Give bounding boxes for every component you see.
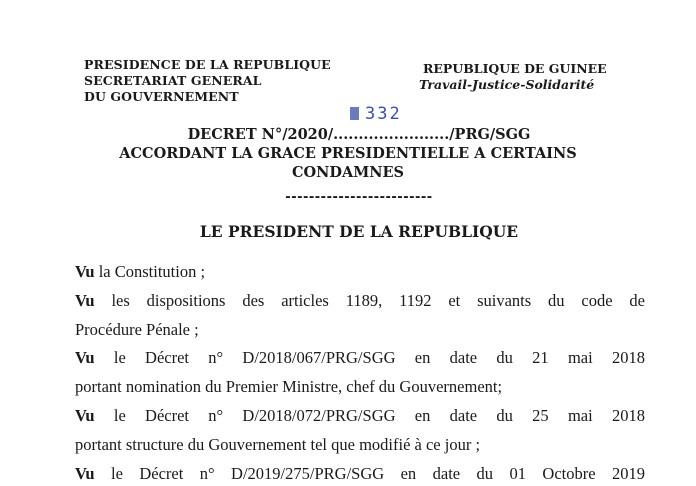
decree-number-line: DECRET N°/2020/......................./PRG/SGG xyxy=(187,126,531,143)
clause-text: la Constitution ; xyxy=(94,262,206,281)
country-name: REPUBLIQUE DE GUINEE xyxy=(423,61,607,76)
clause-text: le Décret n° D/2019/275/PRG/SGG en date du 01 Octobre 2019 xyxy=(94,463,645,483)
clause xyxy=(75,258,645,287)
authority-line-2: SECRETARIAT GENERAL xyxy=(84,73,262,88)
clause-keyword: Vu xyxy=(75,348,95,368)
decree-subject-line-2: CONDAMNES xyxy=(291,164,405,181)
stamp-number-text: 332 xyxy=(365,104,402,124)
clause-continuation: Procédure Pénale ; xyxy=(75,319,199,339)
clause-text: le Décret n° D/2018/072/PRG/SGG en date du 25 mai 2018 xyxy=(94,405,645,425)
authority-line-1: PRESIDENCE DE LA REPUBLIQUE xyxy=(84,57,331,72)
clause-continuation: portant nomination du Premier Ministre, chef du Gouvernement; xyxy=(75,377,503,397)
clause-continuation: portant structure du Gouvernement tel que modifié à ce jour ; xyxy=(75,434,481,454)
clause xyxy=(75,460,645,486)
clause-keyword: Vu xyxy=(75,290,95,310)
clause-keyword: Vu xyxy=(75,463,95,483)
decree-preamble xyxy=(75,258,645,486)
issuing-authority xyxy=(84,57,331,105)
clause xyxy=(75,287,645,316)
president-heading: LE PRESIDENT DE LA REPUBLIQUE xyxy=(199,222,519,241)
clause-keyword: Vu xyxy=(75,405,95,425)
stamp-mark-icon xyxy=(350,107,359,120)
clause xyxy=(75,402,645,431)
decree-title xyxy=(0,125,696,182)
national-motto: Travail-Justice-Solidarité xyxy=(419,77,595,92)
clause-text: le Décret n° D/2018/067/PRG/SGG en date du 21 mai 2018 xyxy=(94,348,645,368)
clause-text: les dispositions des articles 1189, 1192 et suivants du code de xyxy=(94,290,645,310)
decree-subject-line-1: ACCORDANT LA GRACE PRESIDENTIELLE A CERTAINS xyxy=(119,145,577,162)
country-header xyxy=(419,61,607,93)
title-divider: ------------------------- xyxy=(285,190,433,205)
registration-stamp xyxy=(350,104,402,124)
clause-keyword: Vu xyxy=(75,262,95,281)
authority-line-3: DU GOUVERNEMENT xyxy=(84,89,239,104)
clause xyxy=(75,344,645,373)
